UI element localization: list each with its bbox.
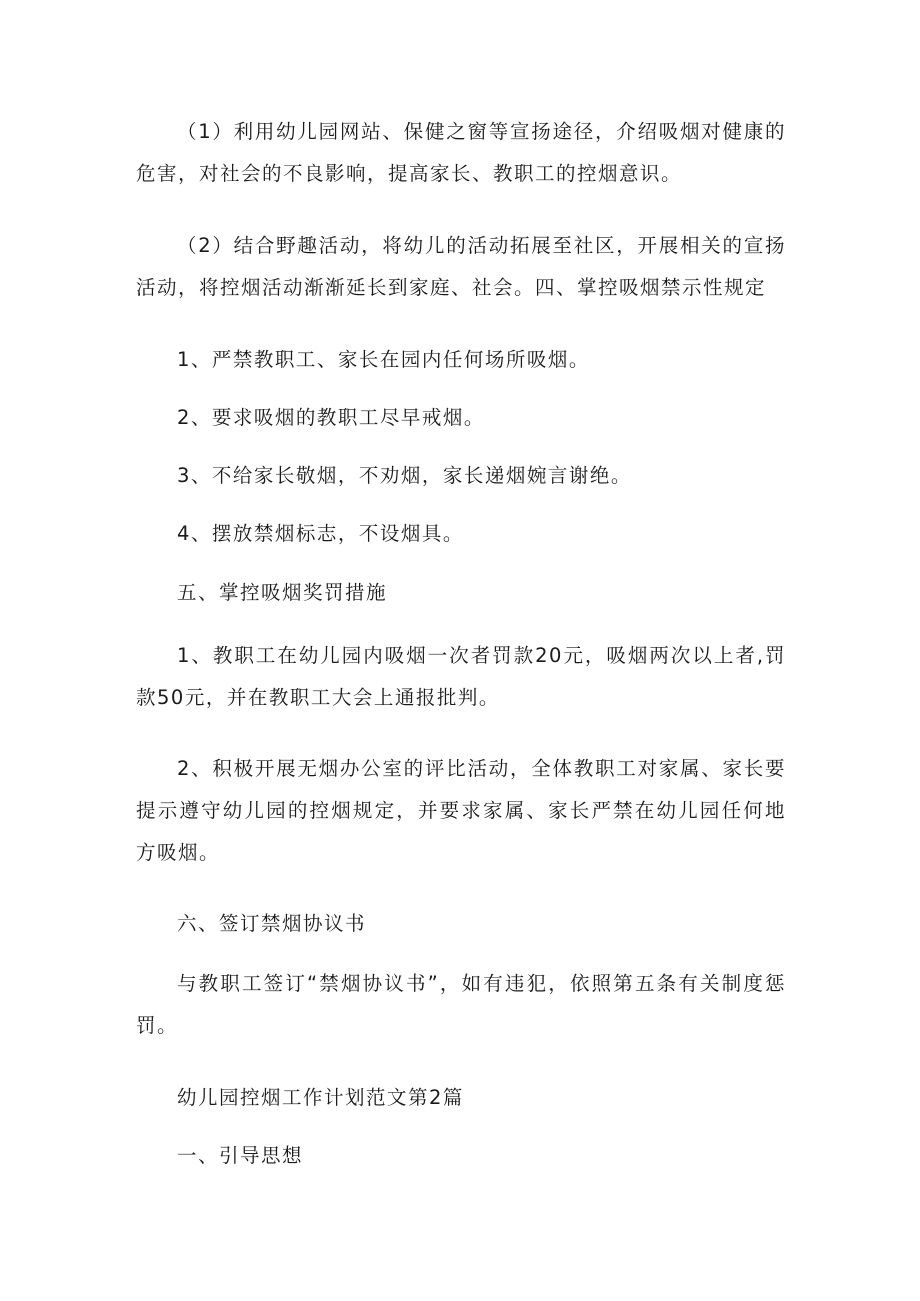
rule-item-4: 4、摆放禁烟标志，不设烟具。 <box>177 522 464 545</box>
penalty-item-2: 2、积极开展无烟办公室的评比活动，全体教职工对家属、家长要提示遵守幼儿园的控烟规定，并要求家属、家长严禁在幼儿园任何地方吸烟。 <box>136 757 786 864</box>
section-heading-rewards-penalties: 五、掌控吸烟奖罚措施 <box>177 581 388 604</box>
article-title-part-2: 幼儿园控烟工作计划范文第2篇 <box>177 1086 464 1109</box>
rule-item-1: 1、严禁教职工、家长在园内任何场所吸烟。 <box>177 348 590 371</box>
rule-item-2: 2、要求吸烟的教职工尽早戒烟。 <box>177 406 485 429</box>
rule-item-3: 3、不给家长敬烟，不劝烟，家长递烟婉言谢绝。 <box>177 464 632 487</box>
penalty-item-1: 1、教职工在幼儿园内吸烟一次者罚款20元，吸烟两次以上者,罚款50元，并在教职工大会上通报批判。 <box>136 644 786 709</box>
section-heading-guiding-thought: 一、引导思想 <box>177 1144 304 1167</box>
section-heading-agreement: 六、签订禁烟协议书 <box>177 912 367 935</box>
paragraph-publicity-channels: （1）利用幼儿园网站、保健之窗等宣扬途径，介绍吸烟对健康的危害，对社会的不良影响，提高家长、教职工的控烟意识。 <box>136 120 786 185</box>
paragraph-agreement: 与教职工签订“禁烟协议书”，如有违犯，依照第五条有关制度惩罚。 <box>136 972 786 1037</box>
paragraph-community-activities: （2）结合野趣活动，将幼儿的活动拓展至社区，开展相关的宣扬活动，将控烟活动渐渐延长到家庭、社会。四、掌控吸烟禁示性规定 <box>136 234 786 299</box>
